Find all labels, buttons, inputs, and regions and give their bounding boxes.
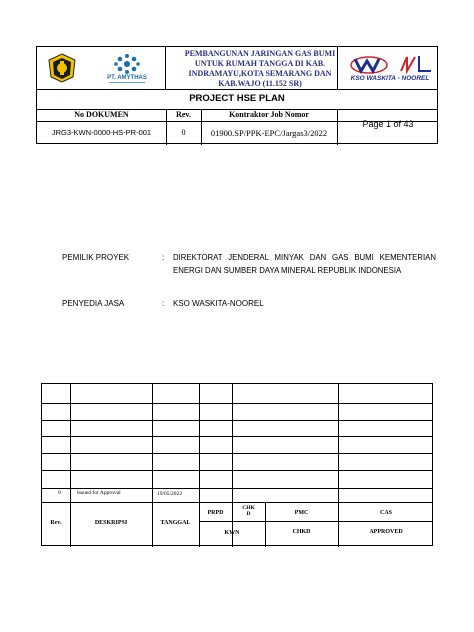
divider bbox=[42, 420, 432, 421]
header-rev: Rev. bbox=[50, 520, 62, 526]
divider bbox=[338, 384, 339, 547]
divider bbox=[42, 453, 432, 454]
divider bbox=[199, 521, 433, 522]
rev-value: 0 bbox=[181, 128, 186, 137]
col-header-no-dokumen: No DOKUMEN bbox=[74, 110, 129, 119]
no-dokumen-value: JRG3-KWN-0000-HS-PR-001 bbox=[51, 128, 152, 137]
header-kwn: KWN bbox=[224, 530, 240, 536]
row-description: Issued for Approval bbox=[77, 490, 121, 496]
divider bbox=[42, 403, 432, 404]
penyedia-colon: : bbox=[162, 299, 165, 308]
kontraktor-value: 01900.SP/PPK-EPC/Jargas3/2022 bbox=[210, 128, 328, 138]
page-number: Page 1 of 43 bbox=[362, 119, 414, 129]
document-title: PROJECT HSE PLAN bbox=[189, 93, 285, 104]
header-cas: CAS bbox=[379, 510, 392, 516]
header-tanggal: TANGGAL bbox=[160, 520, 191, 526]
header-chkd: CHKD bbox=[292, 529, 311, 535]
divider bbox=[165, 47, 166, 89]
header-prpd: PRPD bbox=[207, 510, 224, 516]
pemilik-line-1: DIREKTORAT JENDERAL MINYAK DAN GAS BUMI KEMENTERIAN bbox=[173, 253, 436, 262]
divider bbox=[265, 502, 266, 547]
divider bbox=[42, 436, 432, 437]
penyedia-label: PENYEDIA JASA bbox=[62, 299, 125, 308]
pemilik-colon: : bbox=[162, 253, 165, 262]
col-header-kontraktor: Kontraktor Job Nomor bbox=[229, 110, 309, 119]
kso-logo bbox=[345, 53, 435, 85]
amythas-logo-icon bbox=[97, 53, 157, 75]
header-chkd-short: CHK D bbox=[242, 505, 255, 517]
pemilik-line-2: ENERGI DAN SUMBER DAYA MINERAL REPUBLIK INDONESIA bbox=[173, 266, 402, 275]
amythas-logo bbox=[97, 53, 157, 85]
esdm-logo-icon bbox=[47, 53, 77, 83]
pemilik-label: PEMILIK PROYEK bbox=[62, 253, 130, 262]
row-rev: 0 bbox=[58, 490, 61, 496]
divider bbox=[37, 89, 437, 90]
amythas-tagline bbox=[109, 82, 145, 83]
amythas-logo-text: PT. AMYTHAS bbox=[107, 75, 147, 81]
col-header-rev: Rev. bbox=[176, 110, 191, 119]
project-title: PEMBANGUNAN JARINGAN GAS BUMI UNTUK RUMAH TANGGA DI KAB. INDRAMAYU,KOTA SEMARANG DAN KAB.WAJO (11.152 SR) bbox=[184, 49, 336, 88]
divider bbox=[42, 470, 432, 471]
kso-logo-text: KSO WASKITA - NOOREL bbox=[350, 75, 430, 82]
divider bbox=[199, 384, 200, 547]
penyedia-value: KSO WASKITA-NOOREL bbox=[173, 299, 264, 308]
kso-waskita-noorel-logo-icon bbox=[345, 53, 435, 75]
document-header bbox=[36, 46, 438, 144]
header-pmc: PMC bbox=[294, 510, 309, 516]
header-approved: APPROVED bbox=[369, 529, 403, 535]
header-deskripsi: DESKRIPSI bbox=[94, 520, 128, 526]
divider bbox=[42, 488, 432, 489]
row-date: 19/05/2022 bbox=[157, 491, 183, 497]
revision-table bbox=[41, 383, 433, 546]
divider bbox=[232, 384, 233, 547]
divider bbox=[42, 502, 432, 503]
